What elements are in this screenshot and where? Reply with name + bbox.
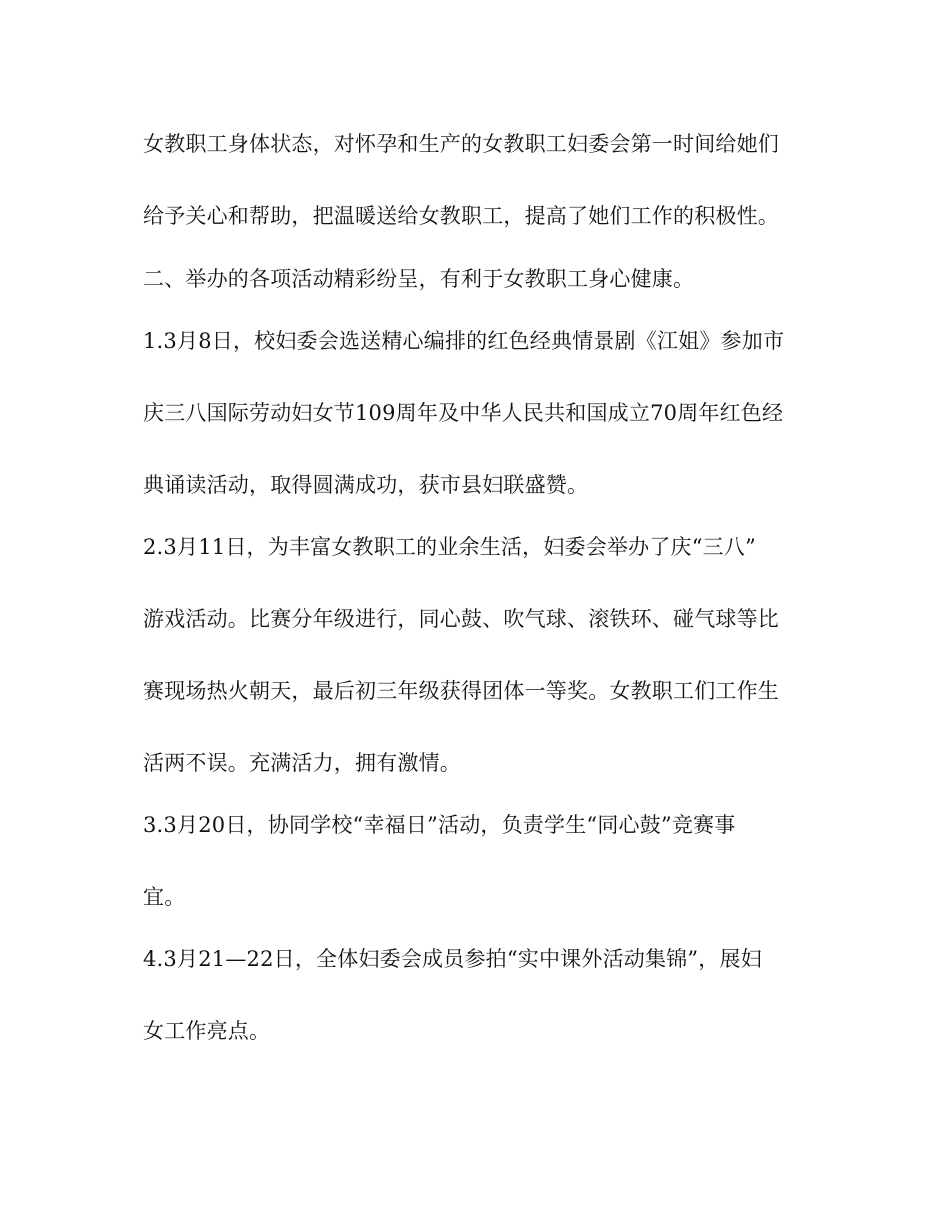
paragraph-line: 活两不误。充满活力，拥有激情。 — [143, 751, 461, 775]
paragraph-line: 2.3月11日，为丰富女教职工的业余生活，妇委会举办了庆“三八” — [143, 535, 756, 559]
paragraph-line: 游戏活动。比赛分年级进行，同心鼓、吹气球、滚铁环、碰气球等比 — [143, 607, 779, 631]
paragraph-line: 赛现场热火朝天，最后初三年级获得团体一等奖。女教职工们工作生 — [143, 679, 779, 703]
paragraph-line: 4.3月21—22日，全体妇委会成员参拍“实中课外活动集锦”，展妇 — [143, 947, 762, 971]
paragraph-line: 女工作亮点。 — [143, 1019, 271, 1043]
paragraph-line: 1.3月8日，校妇委会选送精心编排的红色经典情景剧《江姐》参加市 — [143, 329, 785, 353]
section-heading: 二、举办的各项活动精彩纷呈，有利于女教职工身心健康。 — [143, 267, 695, 291]
paragraph-line: 女教职工身体状态，对怀孕和生产的女教职工妇委会第一时间给她们 — [143, 132, 779, 156]
paragraph-line: 给予关心和帮助，把温暖送给女教职工，提高了她们工作的积极性。 — [143, 204, 779, 228]
paragraph-line: 宜。 — [143, 885, 186, 909]
paragraph-line: 3.3月20日，协同学校“幸福日”活动，负责学生“同心鼓”竞赛事 — [143, 813, 736, 837]
paragraph-line: 典诵读活动，取得圆满成功，获市县妇联盛赞。 — [143, 473, 589, 497]
paragraph-line: 庆三八国际劳动妇女节109周年及中华人民共和国成立70周年红色经 — [143, 401, 784, 425]
